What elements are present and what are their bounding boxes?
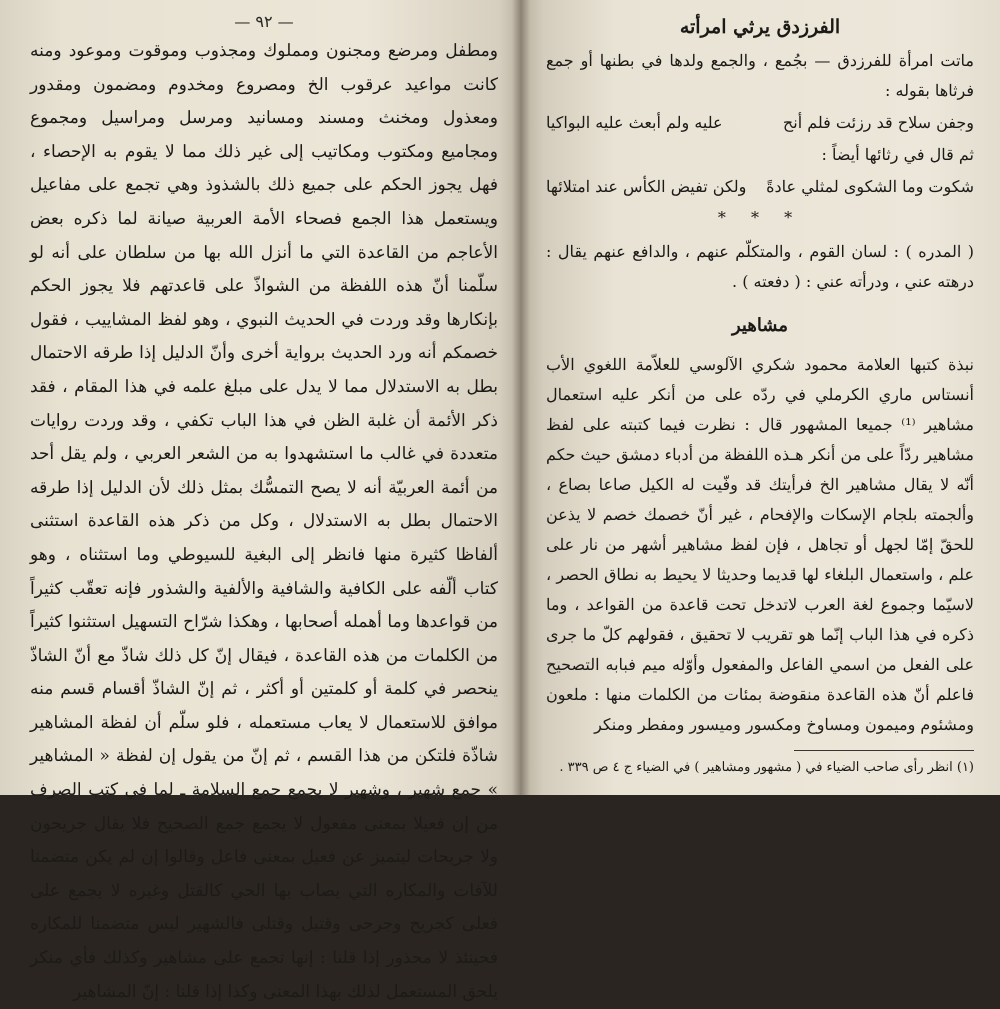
verse-2-first-hemistich: شكوت وما الشكوى لمثلي عادةً [766, 177, 974, 196]
verse-line-2 [546, 172, 974, 202]
then-said-text: ثم قال في رثائها أيضاً : [821, 145, 974, 164]
definition-text: ( المدره ) : لسان القوم ، والمتكلّم عنهم ، والدافع عنهم يقال : درهته عني ، ودرأته عني : ( دفعته ) . [546, 242, 974, 291]
intro-text: ماتت امرأة للفرزدق — بجُمع ، والجمع ولدها في بطنها أو جمع فرثاها بقوله : [546, 51, 974, 100]
page-number: — ٩٢ — [234, 12, 294, 31]
article-title: الفرزدق يرثي امرأته [679, 16, 841, 38]
section-title: مشاهير [731, 315, 789, 336]
body-text: نبذة كتبها العلامة محمود شكري الآلوسي للعلاّمة اللغوي الأب أنستاس ماري الكرملي في ردّه على من أنكر عليه استعمال مشاهير ⁽¹⁾ جميعا المشهور قال : نظرت فيما كتبته على لفظ مشاهير ردّاً على من أنكر هـذه اللفظة من أدباء دمشق حيث حكم أنّه لا يقال مشاهير الخ فرأيتك قد وفّيت له الكيل صاعا بصاع ، وألجمته بلجام الإسكات والإفحام ، غير أنّ خصمك خصم لا يذعن للحقّ إمّا لجهل أو تجاهل ، فإن لفظ مشاهير أشهر من نار على علم ، واستعمال البلغاء لها قديما وحديثا لا يحيط به نطاق الحصر ، لاسيّما وجموع لغة العرب لاتدخل تحت قاعدة من القواعد ، وما ذكره في هذا الباب إنّما هو تقريب لا تحقيق ، فقولهم كلّ ما جرى على الفعل من اسمي الفاعل والمفعول وأوّله ميم فبابه التصحيح فاعلم أنّ هذه القاعدة منقوضة بمئات من الكلمات منها : ملعون ومشئوم وميمون ومساوخ ومكسور وميسور ومفطر ومنكر [546, 355, 975, 734]
section-separator-stars: * * * [717, 208, 803, 227]
right-page [520, 0, 1000, 795]
left-page-text: ومطفل ومرضع ومجنون ومملوك ومجذوب وموقوت وموعود ومنه كانت مواعيد عرقوب الخ ومصروع ومخدوم ومضمون ومقدور ومعذول ومخنث ومسند ومسانيد ومرسل ومراسيل ومجموع ومجاميع ومكتوب ومكاتيب إلى غير ذلك مما لا يقوم به الإحصاء ، فهل يجوز الحكم على جميع ذلك بالشذوذ وهي تجمع على مفاعيل ويستعمل هذا الجمع فصحاء الأمة العربية صيانة لما ذكره بعض الأعاجم من القاعدة التي ما أنزل الله بها من سلطان على أنه لو سلّمنا أنّ هذه اللفظة من الشواذّ على قاعدتهم فلا يجوز الحكم بإنكارها وقد وردت في الحديث النبوي ، وهو لفظ المشاييب ، فقول خصمكم أنه ورد الحديث برواية أخرى وأنّ الدليل إذا طرقه الاحتمال بطل به الاستدلال مما لا يدل على مبلغ علمه في هذا المقام ، فقد ذكر الأئمة أن غلبة الظن في هذا الباب تكفي ، وقد وردت روايات متعددة في غالب ما استشهدوا به من الشعر العربي ، ولم يقل أحد من أئمة العربيّة أنه لا يصح التمسُّك بمثل ذلك لأن الدليل إذا طرقه الاحتمال بطل به الاستدلال ، وكل من ذكر هذه القاعدة استثنى ألفاظا كثيرة منها فانظر إلى البغية للسيوطي وما استثناه ، وهو كتاب ألّفه على الكافية والشافية والألفية والشذور فإنه تعقّب كثيراً من قواعدها وما أهمله أصحابها ، وهكذا شرّاح التسهيل استثنوا كثيراً من الكلمات من هذه القاعدة ، فيقال إنّ كل ذلك شاذّ مع أنّ الشاذّ ينحصر في كلمة أو كلمتين أو أكثر ، ثم إنّ الشاذّ أقسام قسم منه موافق للاستعمال لا يعاب مستعمله ، فلو سلّم أن لفظة المشاهير شاذّة فلتكن من هذا القسم ، ثم إنّ من يقول إن لفظة « المشاهير » جمع شهير ، وشهير لا يجمع جمع السلامة ـ لما في كتب الصرف من إن فعيلا بمعنى مفعول لا يجمع جمع الصحيح فلا يقال جريحون ولا جريحات ليتميز عن فعيل بمعنى فاعل وقالوا إن لم يكن متضمنا للآفات والمكاره التي يصاب بها الحي كالقتل وغيره لا يجمع على فعلى كجريح وجرحى وقتيل وقتلى فالشهير ليس متضمنا للمكاره فحينئذ لا محذور إذا قلنا : إنها تجمع على مشاهير وكذلك فأي منكر يلحق المستعمل لذلك بهذا المعنى وكذا إذا قلنا : إنّ المشاهير [30, 41, 499, 1002]
footnote: (١) انظر رأى صاحب الضياء في ( مشهور ومشاهير ) في الضياء ج ٤ ص ٣٣٩ . [559, 760, 974, 775]
verse-1-first-hemistich: وجفن سلاح قد رزئت فلم أنح [782, 113, 974, 132]
footnote-divider [794, 750, 974, 751]
verse-2-second-hemistich: ولكن تفيض الكأس عند امتلائها [546, 177, 747, 196]
verse-line-1 [546, 108, 974, 138]
verse-1-second-hemistich: عليه ولم أبعث عليه البواكيا [546, 113, 723, 132]
